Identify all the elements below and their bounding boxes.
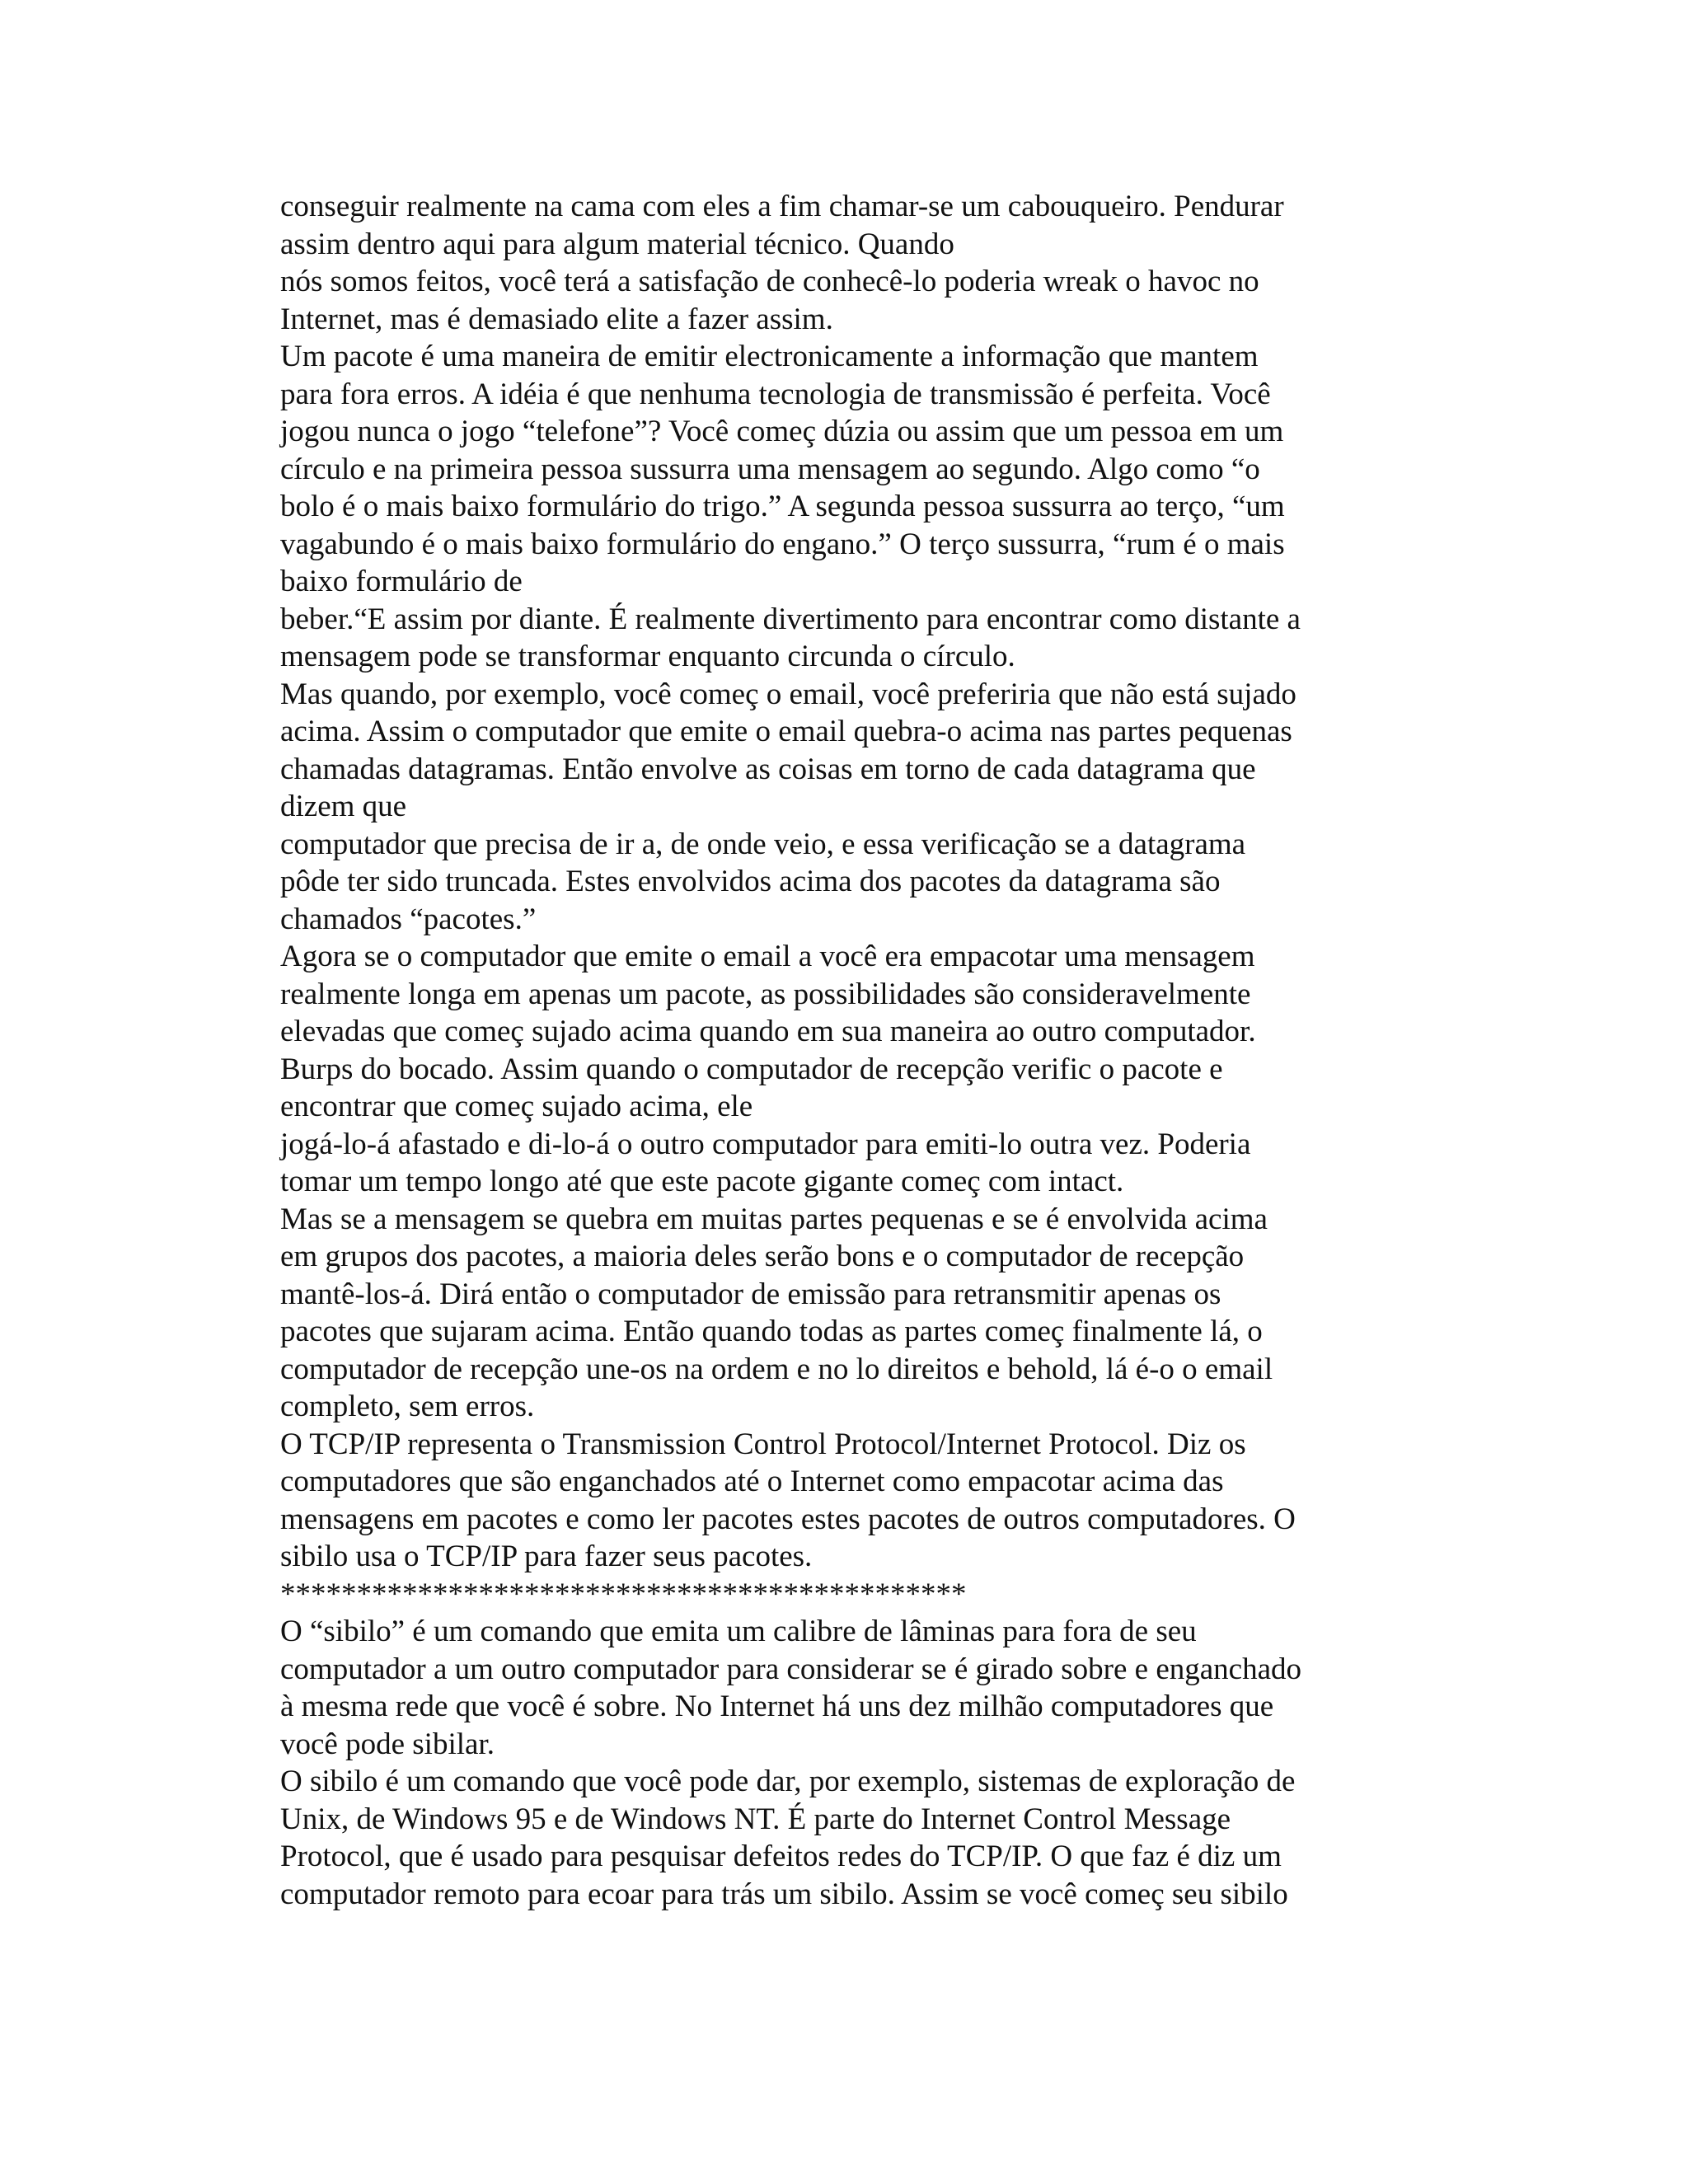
text-line: vagabundo é o mais baixo formulário do engano.” O terço sussurra, “rum é o mais <box>280 527 1285 561</box>
text-line: computador a um outro computador para considerar se é girado sobre e enganchado <box>280 1652 1302 1686</box>
text-line: computador remoto para ecoar para trás um sibilo. Assim se você começ seu sibilo <box>280 1877 1288 1911</box>
text-line: chamadas datagramas. Então envolve as coisas em torno de cada datagrama que <box>280 752 1256 786</box>
text-line: elevadas que começ sujado acima quando em sua maneira ao outro computador. <box>280 1015 1256 1048</box>
text-line: encontrar que começ sujado acima, ele <box>280 1090 753 1123</box>
text-line: mensagens em pacotes e como ler pacotes estes pacotes de outros computadores. O <box>280 1502 1296 1536</box>
text-line: pôde ter sido truncada. Estes envolvidos acima dos pacotes da datagrama são <box>280 865 1221 898</box>
text-line: computador de recepção une-os na ordem e no lo direitos e behold, lá é-o o email <box>280 1352 1273 1386</box>
text-line: para fora erros. A idéia é que nenhuma tecnologia de transmissão é perfeita. Você <box>280 377 1271 411</box>
text-line: Um pacote é uma maneira de emitir electronicamente a informação que mantem <box>280 340 1259 373</box>
text-line: assim dentro aqui para algum material técnico. Quando <box>280 227 954 261</box>
text-line: Agora se o computador que emite o email a você era empacotar uma mensagem <box>280 940 1255 973</box>
text-line: O sibilo é um comando que você pode dar, por exemplo, sistemas de exploração de <box>280 1765 1296 1798</box>
text-line: beber.“E assim por diante. É realmente divertimento para encontrar como distante a <box>280 602 1301 636</box>
text-line: tomar um tempo longo até que este pacote gigante começ com intact. <box>280 1165 1124 1198</box>
text-line: nós somos feitos, você terá a satisfação de conhecê-lo poderia wreak o havoc no <box>280 265 1259 298</box>
text-line: Protocol, que é usado para pesquisar defeitos redes do TCP/IP. O que faz é diz um <box>280 1840 1282 1873</box>
text-line: Unix, de Windows 95 e de Windows NT. É parte do Internet Control Message <box>280 1802 1231 1836</box>
text-line: você pode sibilar. <box>280 1727 495 1761</box>
text-line: jogá-lo-á afastado e di-lo-á o outro computador para emiti-lo outra vez. Poderia <box>280 1127 1251 1161</box>
text-line: à mesma rede que você é sobre. No Internet há uns dez milhão computadores que <box>280 1690 1274 1723</box>
text-line: conseguir realmente na cama com eles a fim chamar-se um cabouqueiro. Pendurar <box>280 190 1284 223</box>
text-line: mensagem pode se transformar enquanto circunda o círculo. <box>280 640 1015 673</box>
text-line: pacotes que sujaram acima. Então quando todas as partes começ finalmente lá, o <box>280 1315 1263 1348</box>
text-line: computadores que são enganchados até o Internet como empacotar acima das <box>280 1465 1224 1498</box>
text-line: círculo e na primeira pessoa sussurra uma mensagem ao segundo. Algo como “o <box>280 452 1260 486</box>
text-line: Mas quando, por exemplo, você começ o email, você preferiria que não está sujado <box>280 677 1296 711</box>
text-line: computador que precisa de ir a, de onde veio, e essa verificação se a datagrama <box>280 827 1246 861</box>
text-line: bolo é o mais baixo formulário do trigo.” A segunda pessoa sussurra ao terço, “um <box>280 490 1285 523</box>
text-line: Mas se a mensagem se quebra em muitas partes pequenas e se é envolvida acima <box>280 1202 1268 1236</box>
text-line: dizem que <box>280 790 407 823</box>
text-line: completo, sem erros. <box>280 1390 535 1423</box>
text-line: sibilo usa o TCP/IP para fazer seus pacotes. <box>280 1540 813 1573</box>
text-line: realmente longa em apenas um pacote, as possibilidades são consideravelmente <box>280 977 1251 1011</box>
body-text <box>280 188 1434 1913</box>
text-line: ********************************************* <box>280 1577 967 1611</box>
text-line: chamados “pacotes.” <box>280 902 537 936</box>
text-line: Burps do bocado. Assim quando o computador de recepção verific o pacote e <box>280 1052 1223 1086</box>
text-line: mantê-los-á. Dirá então o computador de emissão para retransmitir apenas os <box>280 1277 1221 1311</box>
text-line: baixo formulário de <box>280 565 523 598</box>
text-line: O TCP/IP representa o Transmission Control Protocol/Internet Protocol. Diz os <box>280 1427 1246 1461</box>
text-line: em grupos dos pacotes, a maioria deles serão bons e o computador de recepção <box>280 1240 1245 1273</box>
text-line: jogou nunca o jogo “telefone”? Você começ dúzia ou assim que um pessoa em um <box>280 415 1284 448</box>
text-line: O “sibilo” é um comando que emita um calibre de lâminas para fora de seu <box>280 1615 1197 1648</box>
text-line: acima. Assim o computador que emite o email quebra-o acima nas partes pequenas <box>280 715 1292 748</box>
text-line: Internet, mas é demasiado elite a fazer assim. <box>280 302 833 336</box>
